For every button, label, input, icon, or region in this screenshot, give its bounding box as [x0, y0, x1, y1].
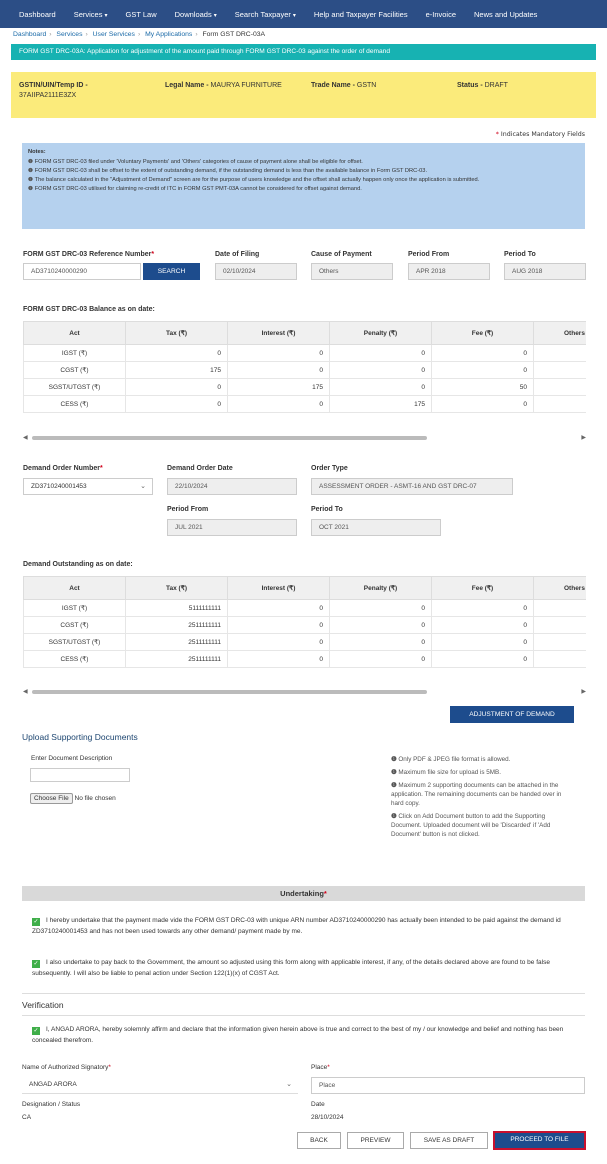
date-label: Date	[311, 1101, 325, 1108]
scroll-left-icon[interactable]: ◀	[23, 434, 28, 441]
table-row: CESS (₹) 2511111111 0 0 0	[24, 651, 587, 668]
signatory-label: Name of Authorized Signatory*	[22, 1064, 111, 1071]
col-header: Others	[534, 322, 587, 345]
search-button[interactable]: SEARCH	[143, 263, 200, 280]
balance-table	[23, 321, 586, 413]
nav-search-taxpayer[interactable]: Search Taxpayer ▾	[234, 9, 296, 19]
period-to-field: AUG 2018	[504, 263, 586, 280]
divider	[22, 993, 585, 994]
col-header: Fee (₹)	[432, 577, 534, 600]
nav-news[interactable]: News and Updates	[474, 9, 538, 19]
order-type-label: Order Type	[311, 465, 348, 472]
col-header: Penalty (₹)	[330, 322, 432, 345]
choose-file-button[interactable]: Choose File	[30, 793, 73, 804]
period-to-label: Period To	[504, 251, 536, 258]
form-title-bar: FORM GST DRC-03A: Application for adjustment of the amount paid through FORM GST DRC-03 against the order of demand	[11, 44, 596, 60]
file-chooser	[30, 793, 116, 804]
balance-title: FORM GST DRC-03 Balance as on date:	[23, 306, 155, 313]
verification-title: Verification	[22, 1000, 64, 1010]
col-header: Tax (₹)	[126, 577, 228, 600]
balance-table-wrap	[23, 321, 586, 426]
table-row: SGST/UTGST (₹) 2511111111 0 0 0	[24, 634, 587, 651]
breadcrumb-current: Form GST DRC-03A	[202, 31, 266, 38]
period-from-label: Period From	[408, 251, 450, 258]
note-item: ❶ FORM GST DRC-03 shall be offset to the extent of outstanding demand, if the outstanding demand is less than the available balance in Form GST DRC-03.	[28, 168, 428, 174]
notes-panel: Notes: ❶ FORM GST DRC-03 filed under 'Voluntary Payments' and 'Others' categories of cause of payment alone shall be eligible for offset. ❶ FORM GST DRC-03 shall be offset to the extent of outstanding demand, if the outstanding demand is less than the available balance in Form GST DRC-03. ❶ The balance calculated in the "Adjustment of Demand" screen are for the purpose of users knowledge and the offset shall actually happen only once the application is submitted. ❶ FORM GST DRC-03 utilised for claiming re-credit of ITC in FORM GST PMT-03A cannot be considered for offset against demand.	[22, 143, 585, 229]
demand-to-label: Period To	[311, 506, 343, 513]
nav-dashboard[interactable]: Dashboard	[19, 9, 56, 19]
outstanding-scrollbar[interactable]	[23, 689, 586, 695]
note-item: ❶ FORM GST DRC-03 utilised for claiming re-credit of ITC in FORM GST PMT-03A cannot be considered for offset against demand.	[28, 186, 362, 192]
order-type-field: ASSESSMENT ORDER - ASMT-16 AND GST DRC-07	[311, 478, 513, 495]
preview-button[interactable]: PREVIEW	[347, 1132, 404, 1149]
place-input[interactable]: Place	[311, 1077, 585, 1094]
undertaking-header: Undertaking*	[22, 886, 585, 901]
scroll-thumb[interactable]	[32, 690, 427, 694]
demand-date-field: 22/10/2024	[167, 478, 297, 495]
gstin-field: GSTIN/UIN/Temp ID - 37AIIPA2111E3ZX	[19, 82, 88, 99]
breadcrumb-services[interactable]: Services	[56, 31, 83, 38]
table-row: IGST (₹) 0 0 0 0	[24, 345, 587, 362]
breadcrumb-dashboard[interactable]: Dashboard	[13, 31, 47, 38]
period-from-field: APR 2018	[408, 263, 490, 280]
drc03-ref-label: FORM GST DRC-03 Reference Number*	[23, 251, 155, 258]
scroll-right-icon[interactable]: ▶	[581, 688, 586, 695]
breadcrumb-my-applications[interactable]: My Applications	[145, 31, 193, 38]
info-icon: ❶	[28, 168, 34, 174]
scroll-right-icon[interactable]: ▶	[581, 434, 586, 441]
chevron-down-icon: ⌄	[286, 1081, 292, 1088]
divider	[22, 1015, 585, 1016]
doc-desc-label: Enter Document Description	[31, 755, 113, 762]
info-icon: ❶	[28, 159, 34, 165]
mandatory-note: * Indicates Mandatory Fields	[495, 131, 585, 138]
table-row: CGST (₹) 2511111111 0 0 0	[24, 617, 587, 634]
trade-name-field: Trade Name - GSTN	[311, 82, 377, 89]
top-nav	[0, 0, 607, 28]
col-header: Others	[534, 577, 587, 600]
table-row: SGST/UTGST (₹) 0 175 0 50	[24, 379, 587, 396]
info-icon: ❶	[391, 769, 397, 776]
info-icon: ❶	[28, 186, 34, 192]
nav-gst-law[interactable]: GST Law	[125, 9, 157, 19]
outstanding-table	[23, 576, 586, 668]
demand-order-select[interactable]: ZD3710240001453 ⌄	[23, 478, 153, 495]
taxpayer-info	[11, 72, 596, 118]
checkbox-checked[interactable]: ✓	[33, 1028, 39, 1034]
col-header: Act	[24, 577, 126, 600]
cause-label: Cause of Payment	[311, 251, 372, 258]
upload-info-item: ❶ Only PDF & JPEG file format is allowed.	[391, 756, 511, 763]
col-header: Interest (₹)	[228, 577, 330, 600]
checkbox-checked[interactable]: ✓	[33, 919, 39, 925]
col-header: Penalty (₹)	[330, 577, 432, 600]
demand-from-field: JUL 2021	[167, 519, 297, 536]
upload-info	[391, 755, 571, 843]
designation-value: CA	[22, 1114, 32, 1121]
scroll-thumb[interactable]	[32, 436, 427, 440]
back-button[interactable]: BACK	[297, 1132, 341, 1149]
undertaking-item-2: ✓ I also undertake to pay back to the Government, the amount so adjusted using this form along with applicable interest, if any, of the details declared above are found to be false subsequently. I will also be liable to penal action under Section 122(1)(x) of CGST Act.	[32, 959, 550, 977]
col-header: Fee (₹)	[432, 322, 534, 345]
doc-desc-input[interactable]	[30, 768, 130, 782]
filing-date-field: 02/10/2024	[215, 263, 297, 280]
cause-field: Others	[311, 263, 393, 280]
info-icon: ❶	[391, 782, 397, 789]
filing-date-label: Date of Filing	[215, 251, 260, 258]
nav-einvoice[interactable]: e-Invoice	[425, 9, 457, 19]
upload-info-item: ❶ Maximum 2 supporting documents can be attached in the application. The remaining documents can be handed over in hard copy.	[391, 782, 562, 807]
upload-info-item: ❶ Click on Add Document button to add the Supporting Document. Uploaded document will be 'Discarded' if 'Add Document' button is not clicked.	[391, 813, 551, 838]
upload-info-item: ❶ Maximum file size for upload is 5MB.	[391, 769, 501, 776]
breadcrumb-user-services[interactable]: User Services	[92, 31, 135, 38]
outstanding-title: Demand Outstanding as on date:	[23, 561, 133, 568]
chevron-down-icon: ⌄	[140, 483, 146, 490]
balance-scrollbar[interactable]	[23, 435, 586, 441]
upload-title: Upload Supporting Documents	[22, 732, 138, 742]
demand-date-label: Demand Order Date	[167, 465, 233, 472]
signatory-select[interactable]: ANGAD ARORA ⌄	[22, 1077, 298, 1094]
col-header: Tax (₹)	[126, 322, 228, 345]
designation-label: Designation / Status	[22, 1101, 81, 1108]
caret-down-icon: ▾	[213, 12, 217, 19]
save-draft-button[interactable]: SAVE AS DRAFT	[410, 1132, 488, 1149]
scroll-left-icon[interactable]: ◀	[23, 688, 28, 695]
undertaking-item-1: ✓ I hereby undertake that the payment made vide the FORM GST DRC-03 with unique ARN number AD3710240000290 has actually been intended to be paid against the demand id ZD3710240001453 and has not been used towards any other demand/ payment made by me.	[32, 917, 561, 935]
no-file-text: No file chosen	[74, 795, 116, 802]
col-header: Act	[24, 322, 126, 345]
nav-services[interactable]: Services ▾	[73, 9, 108, 19]
status-field: Status - DRAFT	[457, 82, 508, 89]
date-value: 28/10/2024	[311, 1114, 344, 1121]
info-icon: ❶	[391, 813, 397, 820]
demand-order-label: Demand Order Number*	[23, 465, 103, 472]
col-header: Interest (₹)	[228, 322, 330, 345]
adjustment-of-demand-button[interactable]: ADJUSTMENT OF DEMAND	[450, 706, 574, 723]
caret-down-icon: ▾	[104, 12, 108, 19]
table-row: CGST (₹) 175 0 0 0	[24, 362, 587, 379]
demand-to-field: OCT 2021	[311, 519, 441, 536]
drc03-ref-input[interactable]: AD3710240000290	[23, 263, 141, 280]
caret-down-icon: ▾	[292, 12, 296, 19]
table-row: IGST (₹) 5111111111 0 0 0	[24, 600, 587, 617]
info-icon: ❶	[391, 756, 397, 763]
nav-downloads[interactable]: Downloads ▾	[174, 9, 217, 19]
note-item: ❶ The balance calculated in the "Adjustment of Demand" screen are for the purpose of users knowledge and the offset shall actually happen only once the application is submitted.	[28, 177, 480, 183]
checkbox-checked[interactable]: ✓	[33, 961, 39, 967]
breadcrumb: Dashboard › Services › User Services › My Applications › Form GST DRC-03A	[13, 31, 266, 38]
proceed-to-file-button[interactable]: PROCEED TO FILE	[493, 1131, 586, 1150]
info-icon: ❶	[28, 177, 34, 183]
table-row: CESS (₹) 0 0 175 0	[24, 396, 587, 413]
outstanding-table-wrap	[23, 576, 586, 681]
nav-help[interactable]: Help and Taxpayer Facilities	[313, 9, 408, 19]
note-item: ❶ FORM GST DRC-03 filed under 'Voluntary Payments' and 'Others' categories of cause of payment alone shall be eligible for offset.	[28, 159, 363, 165]
place-label: Place*	[311, 1064, 330, 1071]
demand-from-label: Period From	[167, 506, 209, 513]
verification-declaration: ✓ I, ANGAD ARORA, hereby solemnly affirm and declare that the information given herein above is true and correct to the best of my / our knowledge and belief and nothing has been concealed therefrom.	[32, 1026, 564, 1044]
legal-name-field: Legal Name - MAURYA FURNITURE	[165, 82, 282, 89]
